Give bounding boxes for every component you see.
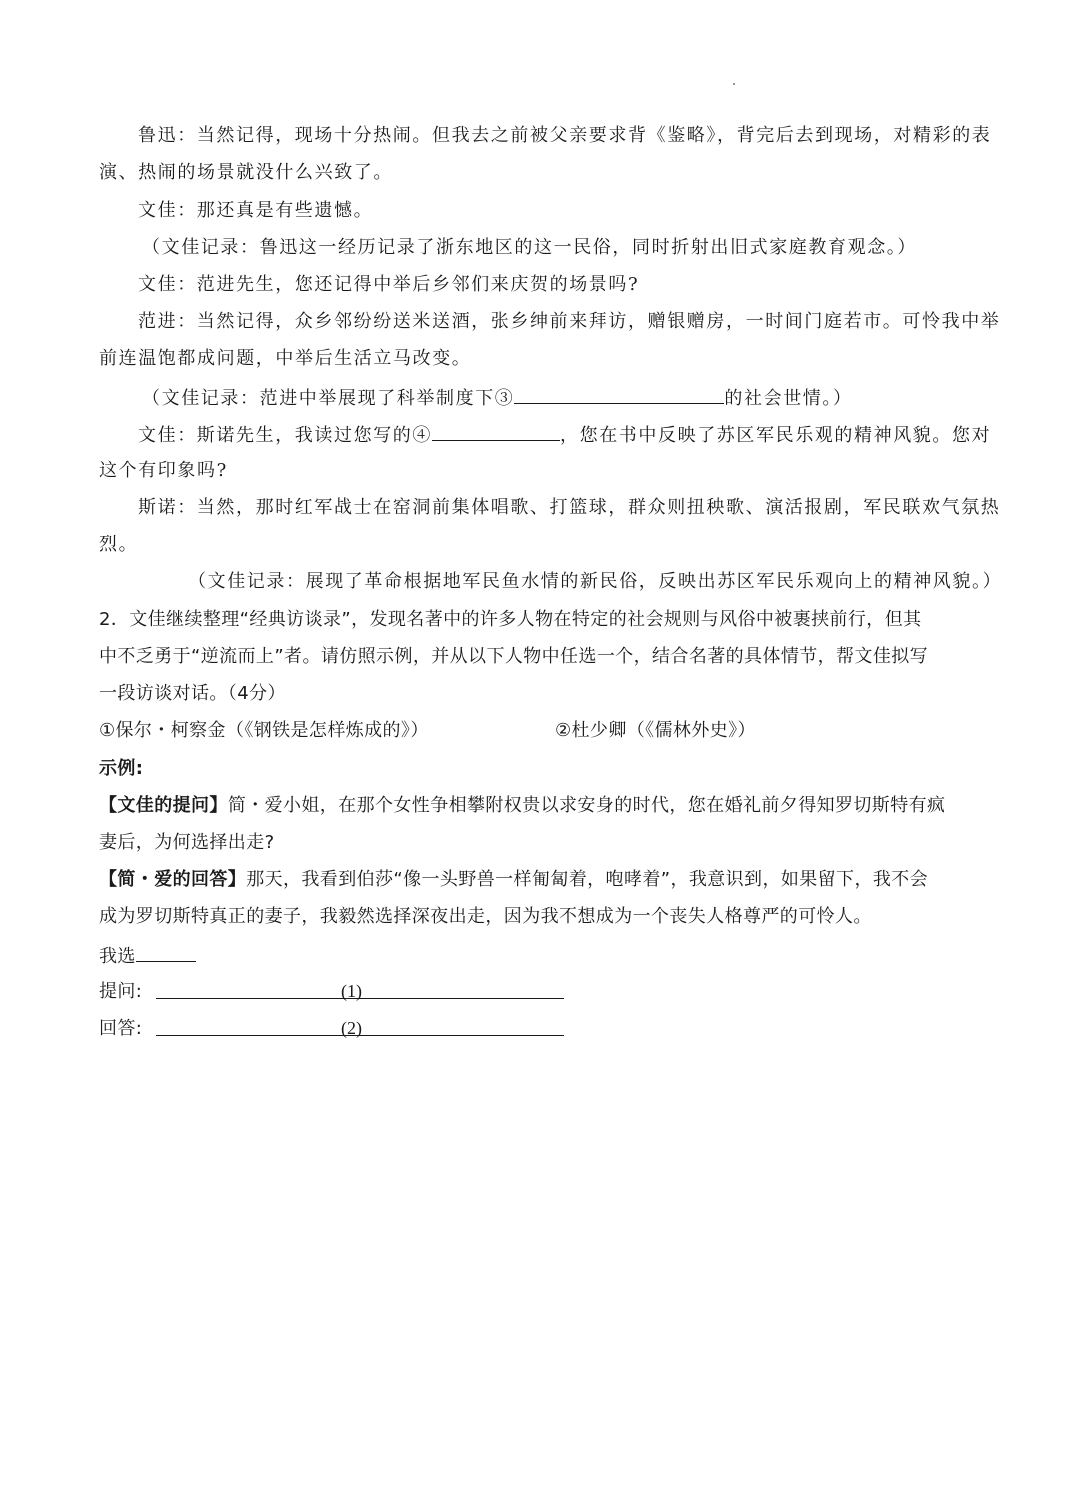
option-2: ②杜少卿（《儒林外史》）	[555, 720, 756, 741]
record-fanjin-after: 的社会世情。）	[724, 388, 853, 409]
ask-label: 提问:	[99, 981, 143, 1002]
example-answer-tag: 【简・爱的回答】	[99, 869, 247, 890]
dialogue-luxun-line2: 演、热闹的场景就没什么兴致了。	[99, 162, 393, 183]
record-snow: （文佳记录：展现了革命根据地军民鱼水情的新民俗，反映出苏区军民乐观向上的精神风貌。）	[188, 571, 1003, 592]
ask-blank-number: (1)	[341, 981, 362, 1001]
scan-speck	[733, 83, 735, 85]
choose-row	[99, 942, 196, 970]
dialogue-wenjia-fanjin: 文佳：范进先生，您还记得中举后乡邻们来庆贺的场景吗?	[138, 274, 640, 295]
dialogue-wenjia-snow	[138, 421, 991, 449]
reply-blank-number: (2)	[341, 1018, 362, 1038]
example-question-line1	[99, 793, 945, 819]
record-fanjin-before: （文佳记录：范进中举展现了科举制度下③	[142, 388, 515, 409]
dialogue-snow-line1: 斯诺：当然，那时红军战士在窑洞前集体唱歌、打篮球，群众则扭秧歌、演活报剧，军民联欢气氛热	[138, 497, 1001, 518]
example-question-tag: 【文佳的提问】	[99, 795, 228, 816]
example-answer-text: 那天，我看到伯莎“像一头野兽一样匍匐着，咆哮着”，我意识到，如果留下，我不会	[246, 869, 929, 890]
dialogue-snow-line2: 烈。	[99, 534, 139, 555]
example-label: 示例:	[99, 758, 144, 779]
blank-4[interactable]	[432, 421, 560, 441]
choose-label: 我选	[99, 946, 136, 967]
example-question-text: 简・爱小姐，在那个女性争相攀附权贵以求安身的时代，您在婚礼前夕得知罗切斯特有疯	[227, 795, 946, 816]
blank-3[interactable]	[514, 384, 724, 404]
example-answer-line2: 成为罗切斯特真正的妻子，我毅然选择深夜出走，因为我不想成为一个丧失人格尊严的可怜人。	[99, 906, 872, 927]
option-1: ①保尔・柯察金（《钢铁是怎样炼成的》）	[99, 720, 429, 741]
dialogue-wenjia-snow-before: 文佳：斯诺先生，我读过您写的④	[138, 425, 432, 446]
question-2-line3: 一段访谈对话。（4分）	[99, 683, 286, 704]
reply-label: 回答:	[99, 1018, 143, 1039]
dialogue-wenjia-snow-after: ，您在书中反映了苏区军民乐观的精神风貌。您对	[560, 425, 992, 446]
dialogue-fanjin-line1: 范进：当然记得，众乡邻纷纷送米送酒，张乡绅前来拜访，赠银赠房，一时间门庭若市。可怜我中举	[138, 311, 1001, 332]
record-fanjin	[142, 384, 853, 412]
question-2-line2: 中不乏勇于“逆流而上”者。请仿照示例，并从以下人物中任选一个，结合名著的具体情节，帮文佳拟写	[99, 646, 929, 667]
dialogue-wenjia-reply: 文佳：那还真是有些遗憾。	[138, 200, 374, 221]
example-answer-line1	[99, 867, 928, 893]
dialogue-luxun-line1: 鲁迅：当然记得，现场十分热闹。但我去之前被父亲要求背《鉴略》，背完后去到现场，对精彩的表	[138, 125, 992, 146]
record-luxun: （文佳记录：鲁迅这一经历记录了浙东地区的这一民俗，同时折射出旧式家庭教育观念。）	[142, 237, 917, 258]
question-2-line1: 2．文佳继续整理“经典访谈录”，发现名著中的许多人物在特定的社会规则与风俗中被裹挟前行，但其	[99, 609, 922, 630]
dialogue-wenjia-snow-line2: 这个有印象吗?	[99, 460, 228, 481]
example-question-line2: 妻后，为何选择出走?	[99, 832, 275, 853]
dialogue-fanjin-line2: 前连温饱都成问题，中举后生活立马改变。	[99, 348, 472, 369]
choose-blank[interactable]	[136, 942, 196, 962]
